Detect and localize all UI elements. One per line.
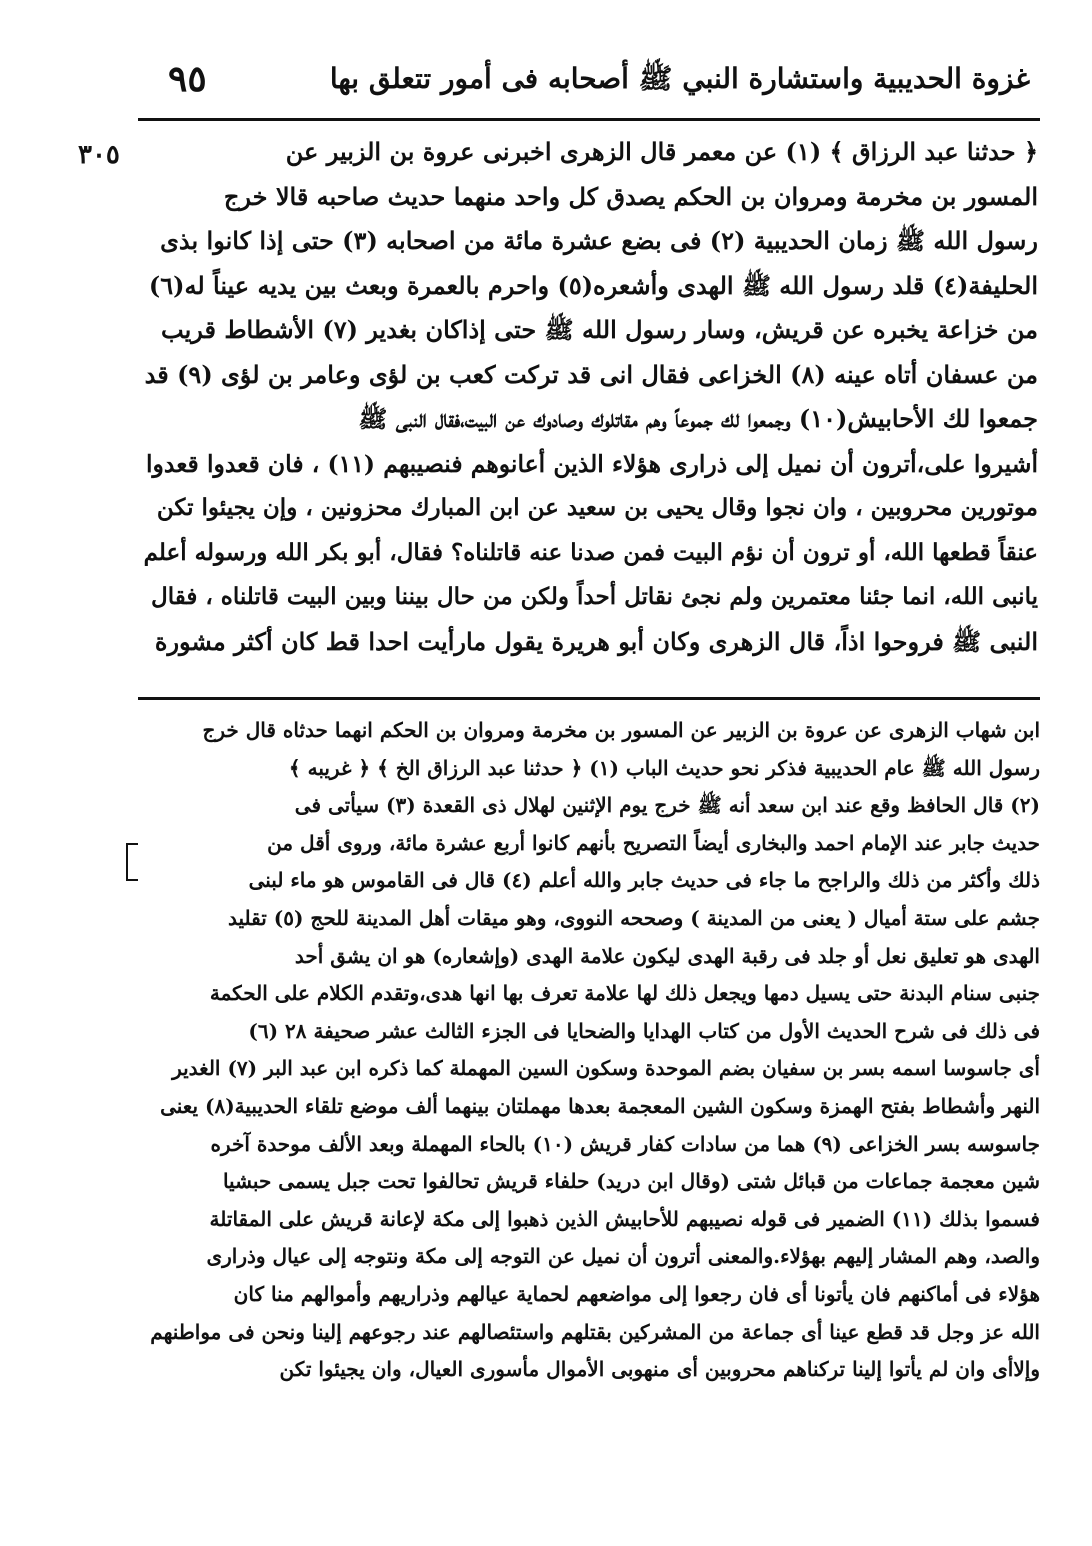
main-line: يانبى الله، انما جئنا معتمرين ولم نجئ نقاتل أحداً ولكن من حال بيننا وبين البيت قاتلناه ، فقال bbox=[151, 583, 1038, 610]
note-line: جشم على ستة أميال ( يعنى من المدينة ) وصححه النووى، وهو ميقات أهل المدينة للحج (٥) تقليد bbox=[227, 905, 1040, 930]
note-line: فى ذلك فى شرح الحديث الأول من كتاب الهدايا والضحايا فى الجزء الثالث عشر صحيفة ٢٨ (٦) bbox=[248, 1018, 1040, 1043]
main-line: ﴿ حدثنا عبد الرزاق ﴾ (١) عن معمر قال الزهرى اخبرنى عروة بن الزبير عن bbox=[285, 137, 1038, 166]
note-line: والصد، وهم المشار إليهم بهؤلاء.والمعنى أترون أن نميل عن التوجه إلى مكة ونتوجه إلى عيال وذرارى bbox=[206, 1244, 1040, 1269]
footnote-divider bbox=[138, 697, 1040, 700]
note-line: جاسوسه بسر الخزاعى (٩) هما من سادات كفار قريش (١٠) بالحاء المهملة وبعد الألف موحدة آخره bbox=[210, 1131, 1040, 1156]
note-line: النهر وأشطاط بفتح الهمزة وسكون الشين المعجمة بعدها مهملتان بينهما ألف موضع تلقاء الحديبية(٨) يعنى bbox=[160, 1093, 1040, 1118]
header-rule bbox=[138, 118, 1040, 121]
hadith-number: ٣٠٥ bbox=[78, 140, 120, 170]
main-line: من عسفان أتاه عينه (٨) الخزاعى فقال انى قد تركت كعب بن لؤى وعامر بن لؤى (٩) قد bbox=[144, 359, 1038, 389]
running-title: غزوة الحديبية واستشارة النبي ﷺ أصحابه فى أمور تتعلق بها bbox=[329, 62, 1030, 95]
main-line: المسور بن مخرمة ومروان بن الحكم يصدق كل واحد منهما حديث صاحبه قالا خرج bbox=[223, 181, 1038, 211]
main-line: أشيروا على،أترون أن نميل إلى ذرارى هؤلاء الذين أعانوهم فنصيبهم (١١) ، فان قعدوا قعدوا bbox=[146, 449, 1038, 478]
page-header bbox=[150, 52, 1030, 112]
note-line: وإلاأى وان لم يأتوا إلينا تركناهم محروبين أى منهوبى الأموال مأسورى العيال، وان يجيئوا تكن bbox=[279, 1357, 1040, 1382]
footnotes bbox=[138, 712, 1040, 1389]
note-line: (٢) قال الحافظ وقع عند ابن سعد أنه ﷺ خرج يوم الإثنين لهلال ذى القعدة (٣) سيأتى فى bbox=[294, 793, 1040, 818]
note-line: الهدى هو تعليق نعل أو جلد فى رقبة الهدى ليكون علامة الهدى (وإشعاره) هو ان يشق أحد bbox=[294, 943, 1040, 968]
main-line: النبى ﷺ فروحوا اذاً، قال الزهرى وكان أبو هريرة يقول مارأيت احدا قط كان أكثر مشورة bbox=[154, 626, 1038, 656]
main-line: الحليفة(٤) قلد رسول الله ﷺ الهدى وأشعره(٥) واحرم بالعمرة وبعث بين يديه عيناً له(٦) bbox=[148, 270, 1038, 300]
note-line: ذلك وأكثر من ذلك والراجح ما جاء فى حديث جابر والله أعلم (٤) قال فى القاموس هو ماء لبنى bbox=[248, 868, 1040, 893]
note-line: شين معجمة جماعات من قبائل شتى (وقال ابن دريد) حلفاء قريش تحالفوا تحت جبل يسمى حبشيا bbox=[222, 1169, 1040, 1194]
note-line: ابن شهاب الزهرى عن عروة بن الزبير عن المسور بن مخرمة ومروان بن الحكم انهما حدثاه قال خرج bbox=[202, 718, 1040, 742]
note-line: أى جاسوسا اسمه بسر بن سفيان بضم الموحدة وسكون السين المهملة كما ذكره ابن عبد البر (٧) الغدير bbox=[172, 1056, 1040, 1081]
note-line: فسموا بذلك (١١) الضمير فى قوله نصيبهم للأحابيش الذين ذهبوا إلى مكة لإعانة قريش على المقاتلة bbox=[209, 1206, 1040, 1231]
main-line: رسول الله ﷺ زمان الحديبية (٢) فى بضع عشرة مائة من اصحابه (٣) حتى إذا كانوا بذى bbox=[160, 226, 1038, 255]
note-line: حديث جابر عند الإمام احمد والبخارى أيضاً التصريح بأنهم كانوا أربع عشرة مائة، وروى أقل من bbox=[267, 830, 1040, 855]
note-line: رسول الله ﷺ عام الحديبية فذكر نحو حديث الباب (١) ﴿ حدثنا عبد الرزاق الخ ﴾ ﴿ غريبه ﴾ bbox=[288, 755, 1040, 780]
main-line: جمعوا لك الأحابيش(١٠) وجمعوا لك جموعاً وهم مقاتلوك وصادوك عن البيت،فقال النبى ﷺ bbox=[358, 404, 1038, 433]
note-line: الله عز وجل قد قطع عينا أى جماعة من المشركين بقتلهم واستئصالهم عند رجوعهم إلينا ونحن فى مواطنهم bbox=[150, 1319, 1040, 1344]
page-number: ٩٥ bbox=[168, 58, 207, 100]
margin-mark bbox=[126, 843, 138, 881]
main-text bbox=[140, 130, 1038, 664]
main-line: موتورين محروبين ، وان نجوا وقال يحيى بن سعيد عن ابن المبارك محزونين ، وإن يجيئوا تكن bbox=[156, 494, 1038, 521]
note-line: جنبى سنام البدنة حتى يسيل دمها ويجعل ذلك لها علامة تعرف بها انها هدى،وتقدم الكلام على الحكمة bbox=[209, 981, 1040, 1006]
main-line: عنقاً قطعها الله، أو ترون أن نؤم البيت فمن صدنا عنه قاتلناه؟ فقال، أبو بكر الله ورسوله أعلم bbox=[143, 538, 1038, 566]
note-line: هؤلاء فى أماكنهم فان يأتونا أى فان رجعوا إلى مواضعهم لحماية عيالهم وذراريهم وأموالهم منا كان bbox=[233, 1281, 1040, 1306]
main-line: من خزاعة يخبره عن قريش، وسار رسول الله ﷺ حتى إذاكان بغدير (٧) الأشطاط قريب bbox=[161, 315, 1038, 344]
